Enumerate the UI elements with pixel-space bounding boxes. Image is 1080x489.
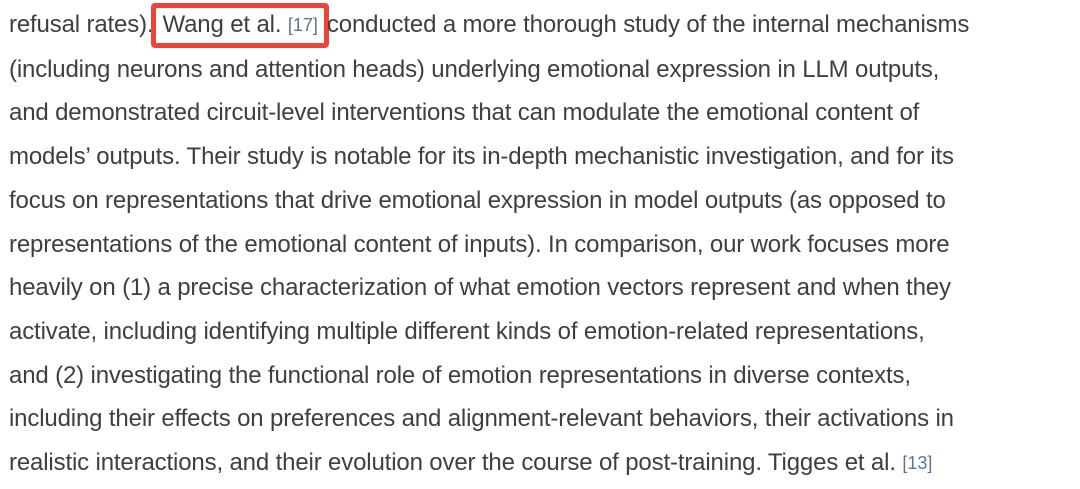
- body-text: Wang et al.: [162, 11, 288, 38]
- body-text: representations of the emotional content of inputs). In comparison, our work focuses more: [9, 230, 950, 258]
- body-text: including their effects on preferences and alignment-relevant behaviors, their activations in: [9, 405, 954, 433]
- body-text: heavily on (1) a precise characterization of what emotion vectors represent and when they: [9, 274, 951, 302]
- paragraph-line: [9, 266, 1080, 310]
- body-text: focus on representations that drive emotional expression in model outputs (as opposed to: [9, 186, 946, 214]
- body-text: and demonstrated circuit-level interventions that can modulate the emotional content of: [9, 99, 920, 127]
- body-text: conducted a more thorough study of the internal mechanisms: [326, 11, 970, 38]
- body-text: refusal rates).: [9, 11, 154, 38]
- body-text: models’ outputs. Their study is notable for its in-depth mechanistic investigation, and for its: [9, 143, 954, 171]
- paragraph-line: [9, 179, 1080, 223]
- paragraph-line: [9, 441, 1080, 486]
- body-text: realistic interactions, and their evolution over the course of post-training. Tigges et al.: [9, 449, 903, 477]
- body-text: (including neurons and attention heads) underlying emotional expression in LLM outputs,: [9, 55, 940, 83]
- paragraph-line: [9, 397, 1080, 441]
- paragraph-line: [9, 91, 1080, 135]
- paragraph-line: [9, 310, 1080, 354]
- paragraph-line: [9, 3, 1080, 48]
- paragraph-line: [9, 135, 1080, 179]
- citation-link[interactable]: [17]: [287, 15, 318, 35]
- paragraph-line: [9, 48, 1080, 92]
- paragraph-line: [9, 223, 1080, 267]
- body-text: activate, including identifying multiple different kinds of emotion-related representations,: [9, 317, 925, 345]
- body-text: and (2) investigating the functional role of emotion representations in diverse contexts,: [9, 361, 911, 389]
- citation-link[interactable]: [13]: [902, 453, 933, 474]
- paragraph-line: [9, 354, 1080, 398]
- annotation-highlight-box: [151, 3, 328, 48]
